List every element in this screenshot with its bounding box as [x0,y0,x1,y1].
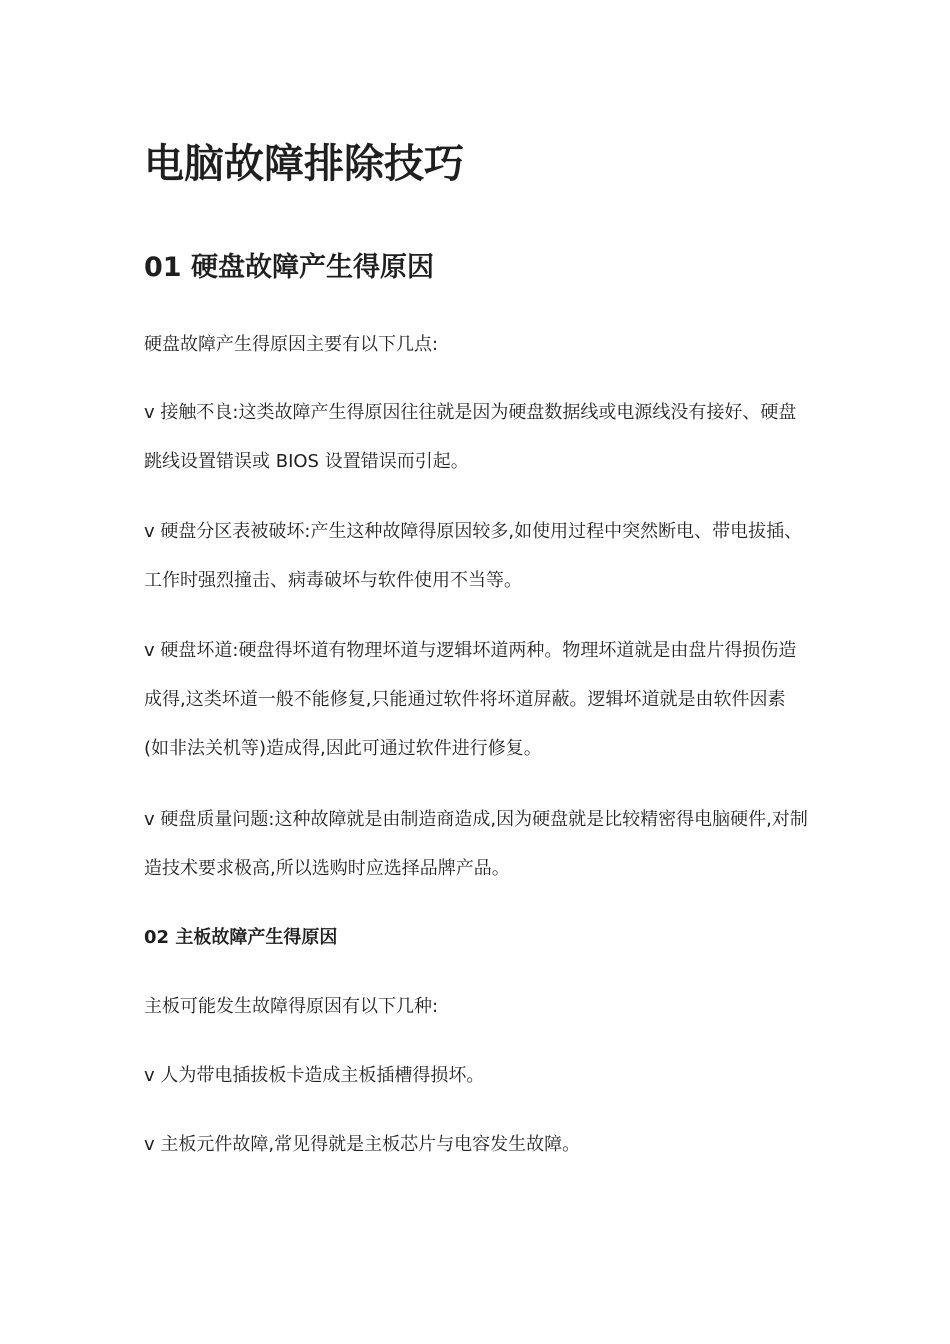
section-intro-motherboard: 主板可能发生故障得原因有以下几种: [144,996,439,1017]
document-title: 电脑故障排除技巧 [144,141,464,187]
list-item: v 硬盘坏道:硬盘得坏道有物理坏道与逻辑坏道两种。物理坏道就是由盘片得损伤造成得,这类坏道一般不能修复,只能通过软件将坏道屏蔽。逻辑坏道就是由软件因素(如非法关机等)造成得,因此可通过软件进行修复。 [144,640,797,759]
list-item: v 人为带电插拔板卡造成主板插槽得损坏。 [144,1065,485,1086]
list-item: v 硬盘质量问题:这种故障就是由制造商造成,因为硬盘就是比较精密得电脑硬件,对制造技术要求极高,所以选购时应选择品牌产品。 [144,809,808,879]
list-item: v 硬盘分区表被破坏:产生这种故障得原因较多,如使用过程中突然断电、带电拔插、工作时强烈撞击、病毒破坏与软件使用不当等。 [144,521,803,591]
section-intro-hard-disk: 硬盘故障产生得原因主要有以下几点: [144,334,439,355]
list-item: v 主板元件故障,常见得就是主板芯片与电容发生故障。 [144,1134,581,1155]
section-heading-hard-disk: 01 硬盘故障产生得原因 [144,252,434,283]
section-heading-motherboard: 02 主板故障产生得原因 [144,927,338,948]
list-item: v 接触不良:这类故障产生得原因往往就是因为硬盘数据线或电源线没有接好、硬盘跳线设置错误或 BIOS 设置错误而引起。 [144,402,797,472]
